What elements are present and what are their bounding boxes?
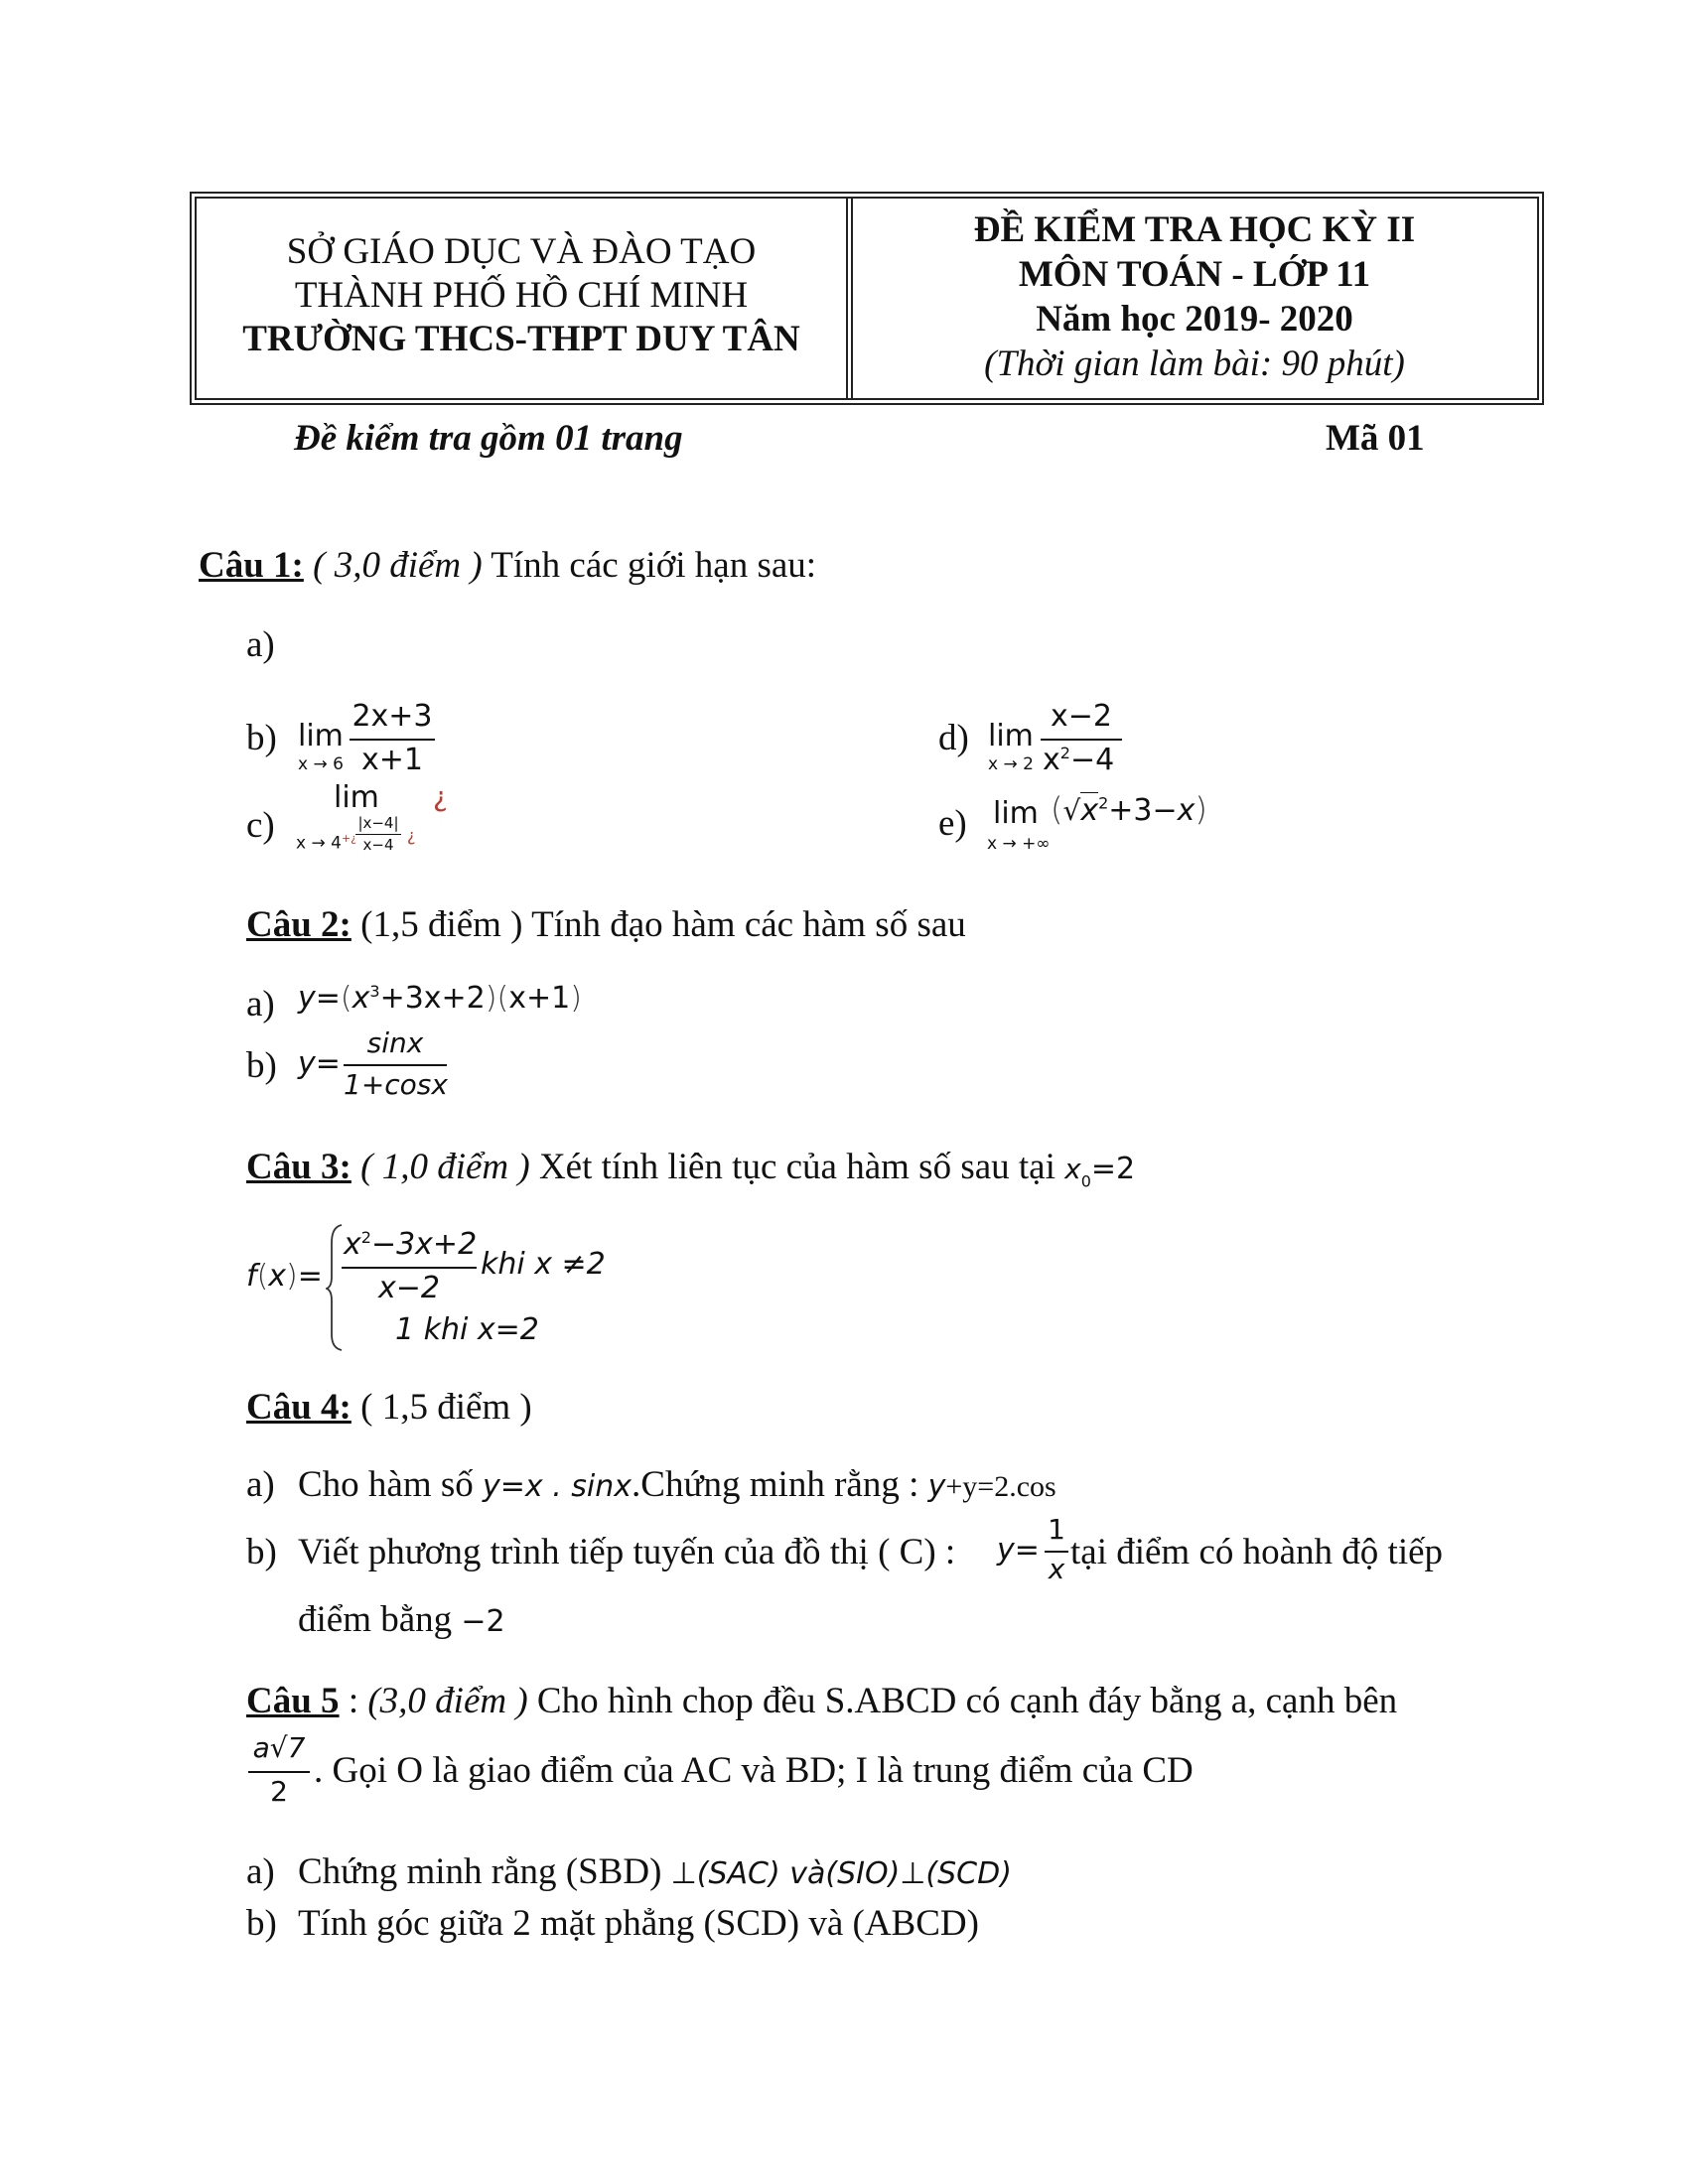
q3-heading: Câu 3: ( 1,0 điểm ) Xét tính liên tục của hàm số sau tại $x_0=2$ xyxy=(246,1147,1136,1191)
q3-case1-fraction-bar xyxy=(342,1267,477,1269)
q1-b-lim: lim xyxy=(298,719,344,753)
q1-heading xyxy=(199,544,816,587)
header-exam-title: ĐỀ KIỂM TRA HỌC KỲ II xyxy=(973,209,1416,250)
q1-c-label: c) xyxy=(246,805,275,846)
q1-c-lim: lim xyxy=(334,780,379,815)
q3-case1-condition: khi x ≠2 xyxy=(481,1247,606,1282)
header-school-year: Năm học 2019- 2020 xyxy=(1036,299,1353,340)
q1-d-denominator: $x^2-4$ xyxy=(1043,743,1115,777)
q4-a-line: Cho hàm số y=x . sinx.Chứng minh rằng : y+y=2.cos xyxy=(298,1464,1056,1505)
q2-b-label: b) xyxy=(246,1045,277,1086)
q4-a-label: a) xyxy=(246,1464,275,1505)
q5-text: Cho hình chop đều S.ABCD có cạnh đáy bằng a, cạnh bên xyxy=(527,1681,1398,1721)
q5-points: (3,0 điểm ) xyxy=(367,1681,528,1721)
q1-d-label: d) xyxy=(938,718,969,758)
q3-case1-numerator: $x^2-3x+2$ xyxy=(344,1227,478,1262)
q5-text-cont: . Gọi O là giao điểm của AC và BD; I là trung điểm của CD xyxy=(314,1750,1194,1791)
q5-frac-numerator: a√7 xyxy=(252,1731,306,1764)
q1-title: Câu 1: xyxy=(199,545,304,586)
q5-b-label: b) xyxy=(246,1903,277,1944)
q1-d-numerator: x−2 xyxy=(1051,699,1112,734)
q2-b-fraction-bar xyxy=(344,1064,447,1066)
q3-title: Câu 3: xyxy=(246,1147,352,1187)
q1-e-expression: $(√x^2+3-x)$ xyxy=(1051,790,1207,828)
q1-points: ( 3,0 điểm ) xyxy=(313,545,483,586)
q2-a-expression: $y=(x^3+3x+2)(x+1)$ xyxy=(298,981,582,1016)
q5-a-label: a) xyxy=(246,1851,275,1892)
header-divider xyxy=(846,197,848,400)
q1-b-lim-sub: x → 6 xyxy=(298,754,344,774)
q5-b-text: Tính góc giữa 2 mặt phẳng (SCD) và (ABCD) xyxy=(298,1903,979,1944)
q1-e-label: e) xyxy=(938,803,967,844)
q4-b-text: Viết phương trình tiếp tuyến của đồ thị ( C) : xyxy=(298,1532,956,1572)
q1-c-fraction-bar xyxy=(355,834,401,835)
q2-a-label: a) xyxy=(246,984,275,1024)
q4-b-line2: điểm bằng −2 xyxy=(298,1599,505,1640)
q2-text: (1,5 điểm ) Tính đạo hàm các hàm số sau xyxy=(351,904,966,945)
q2-b-y: y= xyxy=(298,1046,341,1081)
exam-code: Mã 01 xyxy=(1326,418,1425,459)
q1-c-lim-sub: x → 4+¿ xyxy=(296,832,356,854)
q1-text: Tính các giới hạn sau: xyxy=(482,545,817,586)
q1-b-numerator: 2x+3 xyxy=(352,699,433,734)
q4-b-denominator: x xyxy=(1048,1553,1065,1585)
q1-b-label: b) xyxy=(246,718,277,758)
q4-b-text-cont: tại điểm có hoành độ tiếp xyxy=(1070,1532,1444,1572)
q1-c-denominator: x−4 xyxy=(362,836,394,854)
header-duration: (Thời gian làm bài: 90 phút) xyxy=(984,343,1405,384)
q1-c-mark-top: ¿ xyxy=(433,780,448,813)
q2-b-denominator: 1+cosx xyxy=(344,1068,448,1101)
q5-a-line: Chứng minh rằng (SBD) ⊥(SAC) và(SIO)⊥(SCD) xyxy=(298,1851,1012,1892)
q4-b-label: b) xyxy=(246,1532,277,1572)
q3-text: Xét tính liên tục của hàm số sau tại xyxy=(529,1147,1065,1187)
q4-b-y: y= xyxy=(997,1533,1040,1568)
q4-heading xyxy=(246,1386,532,1429)
q5-heading: Câu 5 : (3,0 điểm ) Cho hình chop đều S.ABCD có cạnh đáy bằng a, cạnh bên xyxy=(246,1681,1398,1721)
q3-points: ( 1,0 điểm ) xyxy=(360,1147,530,1187)
q1-e-lim: lim xyxy=(993,796,1039,831)
q4-title: Câu 4: xyxy=(246,1387,352,1428)
q1-e-lim-sub: x → +∞ xyxy=(987,834,1051,854)
q4-b-numerator: 1 xyxy=(1048,1513,1065,1546)
q5-frac-denominator: 2 xyxy=(270,1775,288,1808)
header-department: SỞ GIÁO DỤC VÀ ĐÀO TẠO xyxy=(286,231,757,272)
q1-d-lim-sub: x → 2 xyxy=(988,754,1034,774)
q4-text: ( 1,5 điểm ) xyxy=(351,1387,532,1428)
header-city: THÀNH PHỐ HỒ CHÍ MINH xyxy=(294,275,749,316)
q1-d-fraction-bar xyxy=(1041,739,1122,741)
q3-function-name: f(x)= xyxy=(246,1259,323,1294)
q1-d-lim: lim xyxy=(988,719,1034,753)
q1-b-denominator: x+1 xyxy=(361,743,423,777)
header-subject: MÔN TOÁN - LỚP 11 xyxy=(1018,254,1371,295)
q1-a-label: a) xyxy=(246,624,275,665)
q2-heading xyxy=(246,903,966,946)
q1-b-fraction-bar xyxy=(350,739,435,741)
header-school: TRƯỜNG THCS-THPT DUY TÂN xyxy=(242,319,800,359)
q1-c-numerator: |x−4| xyxy=(357,814,399,832)
q5-title: Câu 5 xyxy=(246,1681,340,1721)
q1-c-mark-bottom: ¿ xyxy=(407,826,416,845)
q3-case1-denominator: x−2 xyxy=(378,1271,440,1305)
page-count-note: Đề kiểm tra gồm 01 trang xyxy=(294,418,683,459)
q3-case2: 1 khi x=2 xyxy=(395,1312,539,1347)
q5-fraction-bar xyxy=(248,1771,310,1773)
q2-title: Câu 2: xyxy=(246,904,352,945)
q2-b-numerator: sinx xyxy=(366,1026,424,1059)
